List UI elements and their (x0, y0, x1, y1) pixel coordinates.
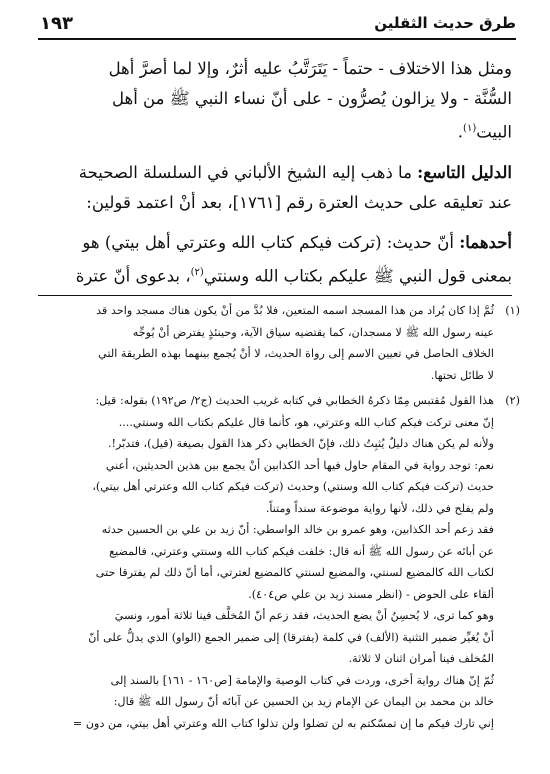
text-fragment: ما ذهب إليه الشيخ الألباني في السلسلة الصحيحة (78, 162, 418, 182)
footnote-line: إني تارك فيكم ما إن تمسّكتم به لن تضلوا ولن تذلوا كتاب الله وعترتي أهل بيتي، من دون = (72, 716, 494, 730)
paragraph-3 (40, 228, 512, 292)
footnote-line: ألقاء على الحوض - (انظر مسند زيد بن علي ص٤٠٤). (248, 587, 494, 601)
text-line: السُّنَّة - ولا يزالون يُصرُّون - على أنّ نساء النبي ﷺ من أهل (112, 89, 512, 108)
footnote-text (30, 390, 494, 734)
footnote-1 (30, 300, 520, 386)
footnote-line: ولم يفلح في ذلك، لأنها رواية موضوعة سنداً ومتناً. (265, 501, 494, 515)
footnote-line: ولأنه لم يكن هناك دليلٌ يُثبِتُ ذلك، فإنّ الخطابي ذكر هذا القول بصيغة (قيل)، فتدبّر!. (107, 437, 494, 450)
paragraph-lead: الدليل التاسع: (417, 162, 512, 182)
text-fragment: . (457, 122, 464, 142)
text-line (40, 114, 512, 148)
footnote-line: فقد زعم أحد الكذابين، وهو عمرو بن خالد الواسطي: أنّ زيد بن علي بن الحسين حدثه (101, 523, 494, 536)
footnote-line: عن أبائه عن رسول الله ﷺ أنه قال: خلفت فيكم كتاب الله وسنتي وعترتي، فالمضيع (109, 544, 494, 558)
footnote-line: الخلاف الحاصل في تعيين الاسم إلى رواة الحديث، لا أنْ يُجمع بينهما بهذه الطريقة التي (98, 347, 494, 360)
footnote-number: (٢) (505, 394, 520, 407)
page-header (40, 10, 516, 36)
footnote-separator (38, 295, 512, 296)
footnote-ref[interactable]: (٢) (190, 266, 204, 278)
text-line (40, 258, 512, 292)
footnote-line: لكتاب الله كالمضيع لسنتي، والمضيع لسنتي كالمضيع لعترتي، أما أنّ ذلك لم يفترقا حتى (95, 566, 494, 579)
footnote-line: عينه رسول الله ﷺ لا مسجدان، كما يقتضيه سياق الآية، وحينئذٍ يفترض أنْ يُوجِّه (132, 325, 494, 339)
footnote-line: ثُمَّ إذا كان يُراد من هذا المسجد اسمه المتعين، فلا بُدَّ من أنْ يكون هناك مسجد واحد قد (96, 304, 494, 317)
footnote-line: وهو كما ترى، لا يُحسِنُ أنْ يضع الحديث، فقد زعم أنّ المُخلَّف فينا ثلاثة أمور، ونسيَ (114, 609, 494, 622)
footnote-line: أنْ يُغيِّر ضمير التثنية (الألف) في كلمة (يفترقا) إلى ضمير الجمع (الواو) الذي يدلُّ على أنّ (88, 630, 494, 644)
footnote-number: (١) (505, 304, 520, 317)
text-line (40, 228, 512, 258)
text-line: عند تعليقه على حديث العترة رقم [١٧٦١]، بعد أنْ اعتمد قولين: (86, 192, 512, 212)
footnote-line: المُخلف فينا أمران اثنان لا ثلاثة. (348, 652, 494, 665)
footnote-line: لا طائل تحتها. (430, 368, 494, 382)
page-number: ١٩٣ (40, 12, 73, 34)
footnote-line: إنّ معنى تركت فيكم كتاب الله وعترتي، هو، كأنما قال عليكم بكتاب الله وسنتي.... (118, 415, 494, 429)
footnote-line: ثُمّ إنّ هناك رواية أخرى، وردت في كتاب الوصية والإمامة [ص١٦٠ - ١٦١] بالسند إلى (110, 673, 494, 687)
paragraph-2 (40, 158, 512, 218)
footnote-2 (30, 390, 520, 734)
footnote-line: خالد بن محمد بن اليمان عن الإمام زيد بن الحسين عن آبائه أنّ رسول الله ﷺ قال: (113, 695, 494, 708)
footnote-ref[interactable]: (١) (463, 123, 477, 134)
text-fragment: البيت (476, 122, 512, 142)
paragraph-lead: أحدهما: (459, 232, 512, 252)
text-fragment: ، بدعوى أنّ عترة (75, 266, 191, 285)
footnotes (30, 300, 520, 734)
footnote-line: هذا القول مُقتبس مِمّا ذكرهُ الخطابي في كتابه غريب الحديث (ج٢/ ص١٩٢) بقوله: قيل: (95, 394, 494, 407)
main-text (40, 54, 512, 291)
text-fragment: أنّ حديث: (تركت فيكم كتاب الله وعترتي أهل بيتي) هو (82, 232, 460, 252)
text-fragment: بمعنى قول النبي ﷺ عليكم بكتاب الله وسنتي (203, 266, 512, 285)
footnote-line: نعم: توجد رواية في المقام حاول فيها أحد الكذابين أنْ يجمع بين هذين الحديثين، أعني (105, 458, 494, 472)
text-line: ومثل هذا الاختلاف - حتماً - يَتَرَتَّبُ عليه أثرٌ، وإلا لما أصرَّ أهل (108, 59, 512, 78)
footnote-line: حديث (تركت فيكم كتاب الله وسنتي) وحديث (تركت فيكم كتاب الله وعترتي أهل بيتي)، (92, 480, 494, 493)
text-line (40, 158, 512, 188)
header-rule (38, 38, 516, 40)
running-title: طرق حديث الثقلين (374, 14, 516, 32)
paragraph-1 (40, 54, 512, 148)
footnote-text (30, 300, 494, 386)
